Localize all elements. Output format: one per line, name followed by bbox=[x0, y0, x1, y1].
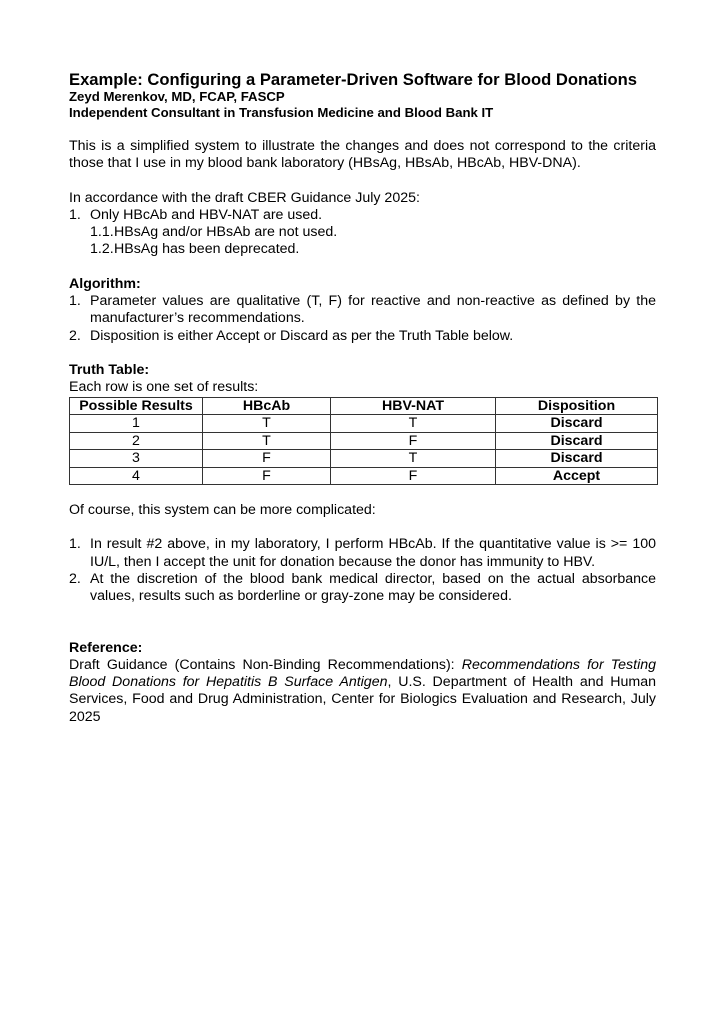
complications-list bbox=[69, 536, 656, 605]
algorithm-item-text: Parameter values are qualitative (T, F) for reactive and non-reactive as defined by the manufacturer’s recommendations. bbox=[90, 293, 656, 327]
cell-result-number: 4 bbox=[70, 467, 203, 485]
cell-hbv-nat: F bbox=[331, 467, 496, 485]
spacer bbox=[69, 345, 656, 362]
document-page bbox=[69, 70, 656, 726]
spacer bbox=[69, 173, 656, 190]
table-row bbox=[70, 467, 658, 485]
cell-disposition: Discard bbox=[496, 450, 658, 468]
list-marker: 1. bbox=[69, 536, 81, 553]
cell-result-number: 1 bbox=[70, 415, 203, 433]
guidance-subitem-text: HBsAg and/or HBsAb are not used. bbox=[114, 224, 338, 241]
cell-hbcab: F bbox=[203, 467, 331, 485]
intro-paragraph: This is a simplified system to illustrate the changes and does not correspond to the criteria those that I use in my blood bank laboratory (HBsAg, HBsAb, HBcAb, HBV-DNA). bbox=[69, 138, 656, 172]
spacer bbox=[69, 519, 656, 536]
author-line: Zeyd Merenkov, MD, FCAP, FASCP bbox=[69, 89, 285, 104]
cell-disposition: Discard bbox=[496, 432, 658, 450]
cell-hbcab: T bbox=[203, 415, 331, 433]
list-marker: 2. bbox=[69, 327, 81, 344]
spacer bbox=[69, 606, 656, 640]
document-title: Example: Configuring a Parameter-Driven Software for Blood Donations bbox=[69, 70, 637, 89]
guidance-lead: In accordance with the draft CBER Guidance July 2025: bbox=[69, 189, 420, 206]
cell-disposition: Accept bbox=[496, 467, 658, 485]
cell-hbv-nat: T bbox=[331, 415, 496, 433]
truth-table-heading: Truth Table: bbox=[69, 361, 150, 378]
complications-item-text: At the discretion of the blood bank medical director, based on the actual absorbance values, results such as borderline or gray-zone may be considered. bbox=[90, 570, 656, 605]
reference-citation bbox=[69, 657, 656, 726]
cell-hbcab: T bbox=[203, 432, 331, 450]
cell-disposition: Discard bbox=[496, 415, 658, 433]
algorithm-heading: Algorithm: bbox=[69, 275, 141, 292]
column-header-hbcab: HBcAb bbox=[203, 397, 331, 415]
cell-hbv-nat: T bbox=[331, 450, 496, 468]
algorithm-item-text: Disposition is either Accept or Discard as per the Truth Table below. bbox=[90, 327, 514, 344]
table-row bbox=[70, 432, 658, 450]
cell-result-number: 3 bbox=[70, 450, 203, 468]
algorithm-list bbox=[69, 293, 656, 345]
spacer bbox=[69, 259, 656, 276]
list-marker: 1. bbox=[69, 293, 81, 310]
column-header-disposition: Disposition bbox=[496, 397, 658, 415]
guidance-subitem-text: HBsAg has been deprecated. bbox=[114, 241, 300, 258]
list-marker: 2. bbox=[69, 570, 81, 587]
list-marker: 1.1. bbox=[90, 224, 114, 241]
list-marker: 1. bbox=[69, 206, 81, 223]
reference-suffix: , U.S. Department of Health and Human Services, Food and Drug Administration, Center for Biologics Evaluation and Research, July 2025 bbox=[69, 674, 656, 725]
column-header-hbv-nat: HBV-NAT bbox=[331, 397, 496, 415]
guidance-item bbox=[69, 207, 656, 259]
spacer bbox=[69, 485, 656, 502]
guidance-item-text: Only HBcAb and HBV-NAT are used. bbox=[90, 206, 323, 223]
algorithm-item bbox=[69, 328, 656, 345]
affiliation-line: Independent Consultant in Transfusion Medicine and Blood Bank IT bbox=[69, 105, 494, 120]
complications-item-text: In result #2 above, in my laboratory, I perform HBcAb. If the quantitative value is >= 100 IU/L, then I accept the unit for donation because the donor has immunity to HBV. bbox=[90, 536, 656, 570]
algorithm-item bbox=[69, 293, 656, 328]
cell-result-number: 2 bbox=[70, 432, 203, 450]
cell-hbv-nat: F bbox=[331, 432, 496, 450]
column-header-possible-results: Possible Results bbox=[70, 397, 203, 415]
table-row bbox=[70, 450, 658, 468]
list-marker: 1.2. bbox=[90, 241, 114, 258]
cell-hbcab: F bbox=[203, 450, 331, 468]
guidance-list bbox=[69, 207, 656, 259]
truth-table bbox=[69, 397, 658, 486]
reference-title: Recommendations for Testing Blood Donations for Hepatitis B Surface Antigen bbox=[69, 656, 656, 691]
reference-prefix: Draft Guidance (Contains Non-Binding Recommendations): bbox=[69, 656, 462, 673]
reference-heading: Reference: bbox=[69, 639, 143, 656]
complications-item bbox=[69, 571, 656, 606]
complications-item bbox=[69, 536, 656, 571]
guidance-subitem bbox=[90, 224, 656, 241]
guidance-sublist bbox=[90, 224, 656, 259]
truth-table-caption: Each row is one set of results: bbox=[69, 379, 259, 396]
spacer bbox=[69, 121, 656, 138]
table-header-row bbox=[70, 397, 658, 415]
table-row bbox=[70, 415, 658, 433]
guidance-subitem bbox=[90, 241, 656, 258]
complications-lead: Of course, this system can be more complicated: bbox=[69, 502, 376, 519]
